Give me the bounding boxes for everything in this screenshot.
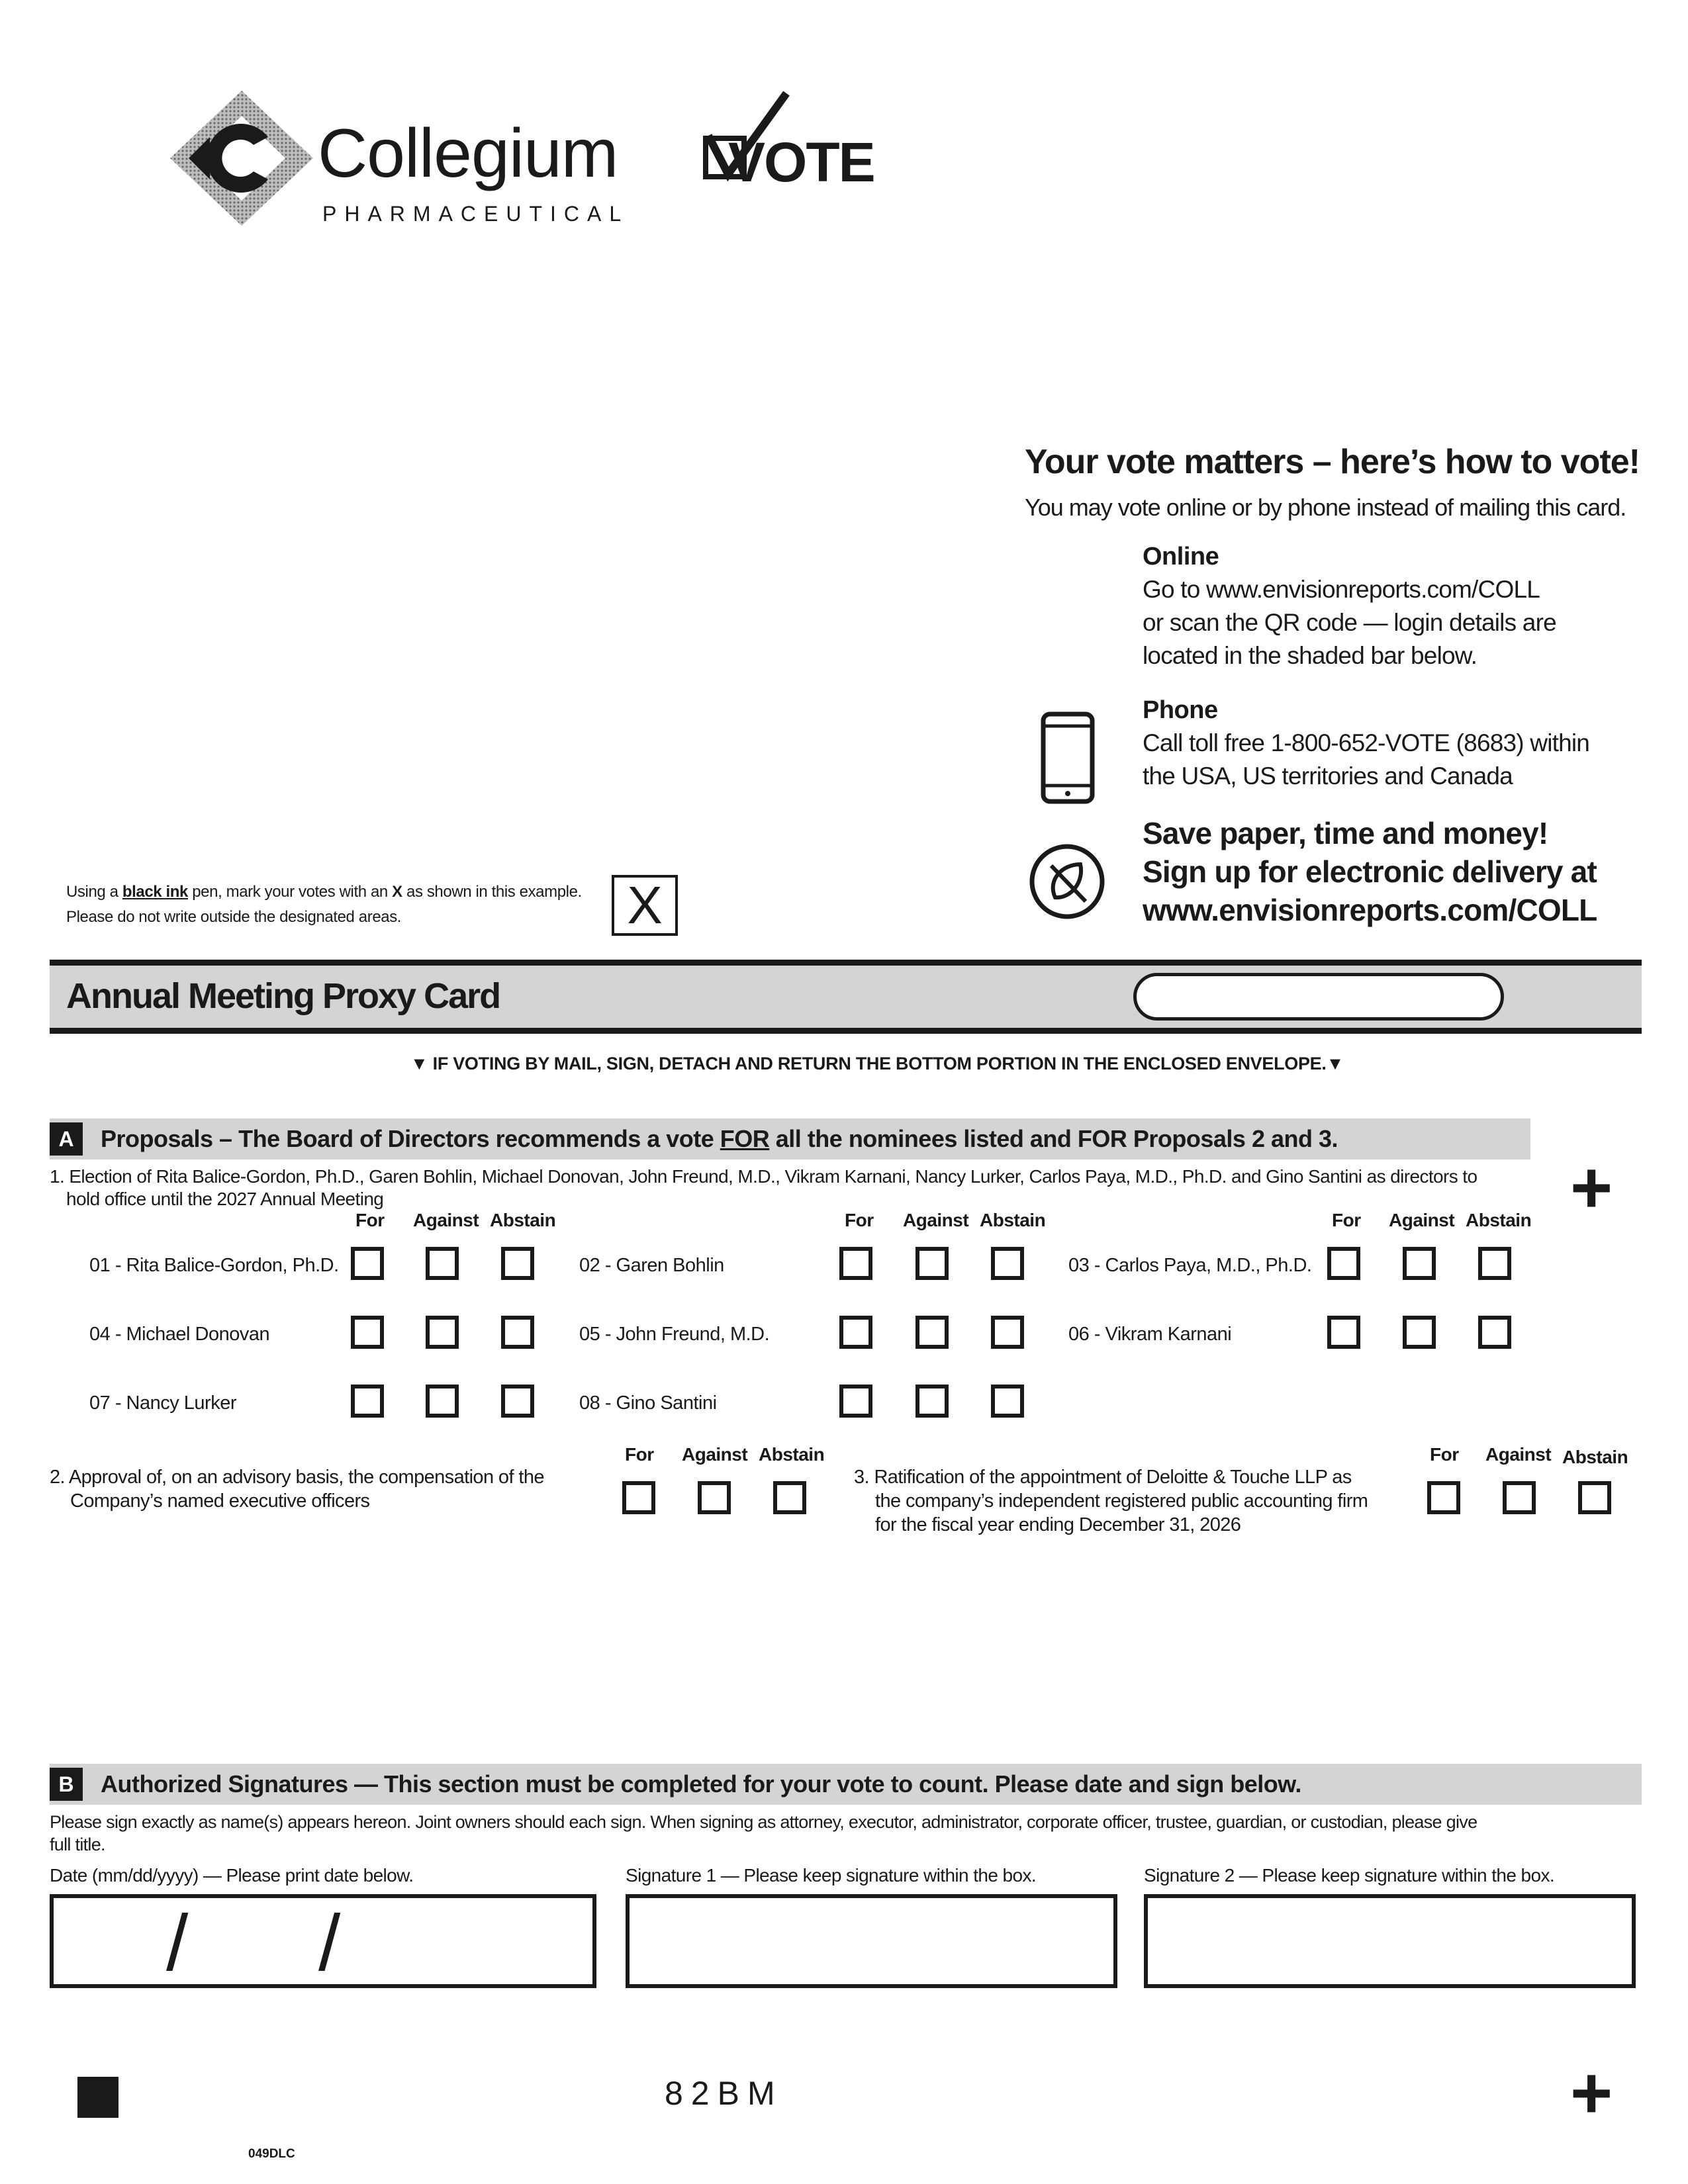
col-against-1: Against [413,1210,479,1230]
signature-1-field[interactable] [626,1894,1117,1988]
proposal-1-line-1: 1. Election of Rita Balice-Gordon, Ph.D., Garen Bohlin, Michael Donovan, John Freund, M.D., Vikram Karnani, Nancy Lurker, Carlos Paya, M.D., Ph.D. and Gino Santini as directors to [50,1166,1477,1187]
nominee-03: 03 - Carlos Paya, M.D., Ph.D. [1068,1255,1312,1276]
card-title: Annual Meeting Proxy Card [66,976,500,1016]
nominee-08-against-checkbox[interactable] [915,1385,949,1418]
leaf-icon [1027,842,1107,921]
date-slash-2: / [318,1899,341,1987]
nominee-08: 08 - Gino Santini [579,1392,717,1414]
date-label: Date (mm/dd/yyyy) — Please print date below. [50,1865,414,1886]
vote-info-heading: Your vote matters – here’s how to vote! [1025,443,1640,481]
nominee-05-against-checkbox[interactable] [915,1316,949,1349]
nominee-05-abstain-checkbox[interactable] [991,1316,1024,1349]
nominee-01-for-checkbox[interactable] [351,1247,384,1280]
p3-col-against: Against [1485,1444,1552,1465]
signature-1-label: Signature 1 — Please keep signature within the box. [626,1865,1037,1886]
date-slash-1: / [166,1899,189,1987]
small-form-code: 049DLC [248,2147,295,2161]
proposal-2-line-1: 2. Approval of, on an advisory basis, the compensation of the [50,1467,544,1488]
nominee-06: 06 - Vikram Karnani [1068,1324,1232,1345]
proposal-3-against-checkbox[interactable] [1503,1481,1536,1514]
instructions-line-2: Please do not write outside the designated areas. [66,908,402,926]
signature-2-field[interactable] [1144,1894,1636,1988]
collegium-diamond-icon [169,89,314,228]
save-line-2: Sign up for electronic delivery at [1143,854,1597,889]
vote-logo [702,89,874,195]
phone-line-1: Call toll free 1-800-652-VOTE (8683) within [1143,729,1590,756]
proposal-3-line-3: for the fiscal year ending December 31, 2026 [875,1514,1241,1535]
nominee-04: 04 - Michael Donovan [89,1324,270,1345]
nominee-04-for-checkbox[interactable] [351,1316,384,1349]
signature-2-label: Signature 2 — Please keep signature within the box. [1144,1865,1555,1886]
registration-square [77,2077,118,2118]
nominee-06-for-checkbox[interactable] [1327,1316,1360,1349]
p3-col-abstain: Abstain [1562,1447,1628,1467]
proposal-3-abstain-checkbox[interactable] [1578,1481,1611,1514]
online-line-2: or scan the QR code — login details are [1143,609,1556,636]
collegium-logo [169,89,632,228]
nominee-08-abstain-checkbox[interactable] [991,1385,1024,1418]
nominee-03-against-checkbox[interactable] [1403,1247,1436,1280]
nominee-02-abstain-checkbox[interactable] [991,1247,1024,1280]
instructions-line-1: Using a black ink pen, mark your votes with an X as shown in this example. [66,883,582,901]
proposal-1-line-2: hold office until the 2027 Annual Meeting [66,1189,384,1209]
nominee-01: 01 - Rita Balice-Gordon, Ph.D. [89,1255,339,1276]
section-b-title: Authorized Signatures — This section must be completed for your vote to count. Please date and sign below. [101,1770,1301,1797]
nominee-02-against-checkbox[interactable] [915,1247,949,1280]
proposal-2-for-checkbox[interactable] [622,1481,655,1514]
vote-info-intro: You may vote online or by phone instead of mailing this card. [1025,494,1626,521]
p3-col-for: For [1430,1444,1459,1465]
nominee-07-against-checkbox[interactable] [426,1385,459,1418]
nominee-05: 05 - John Freund, M.D. [579,1324,770,1345]
p2-col-for: For [625,1444,654,1465]
nominee-01-against-checkbox[interactable] [426,1247,459,1280]
section-a-letter: A [50,1122,83,1156]
nominee-07-for-checkbox[interactable] [351,1385,384,1418]
registration-mark-bottom: + [1570,2052,1613,2134]
nominee-07-abstain-checkbox[interactable] [501,1385,534,1418]
col-for-3: For [1332,1210,1361,1230]
col-for-2: For [845,1210,874,1230]
brand-subtitle: PHARMACEUTICAL [322,202,630,226]
proposal-3-line-1: 3. Ratification of the appointment of Deloitte & Touche LLP as [854,1467,1352,1488]
section-b-note-line-2: full title. [50,1835,105,1854]
nominee-02: 02 - Garen Bohlin [579,1255,724,1276]
nominee-06-abstain-checkbox[interactable] [1478,1316,1511,1349]
proposal-2-abstain-checkbox[interactable] [773,1481,806,1514]
online-title: Online [1143,543,1219,570]
nominee-02-for-checkbox[interactable] [839,1247,872,1280]
save-line-3: www.envisionreports.com/COLL [1143,893,1597,927]
nominee-01-abstain-checkbox[interactable] [501,1247,534,1280]
col-abstain-3: Abstain [1466,1210,1532,1230]
phone-line-2: the USA, US territories and Canada [1143,762,1513,790]
brand-name: Collegium [318,115,618,192]
col-against-2: Against [903,1210,969,1230]
form-code: 82BM [665,2075,783,2112]
phone-icon [1041,711,1095,804]
save-line-1: Save paper, time and money! [1143,816,1548,850]
section-b-note-line-1: Please sign exactly as name(s) appears hereon. Joint owners should each sign. When signing as attorney, executor, administrator, corporate officer, trustee, guardian, or custodian, please give [50,1812,1477,1832]
nominee-06-against-checkbox[interactable] [1403,1316,1436,1349]
phone-title: Phone [1143,696,1218,724]
example-mark-box: X [612,875,678,936]
nominee-04-abstain-checkbox[interactable] [501,1316,534,1349]
col-abstain-1: Abstain [490,1210,556,1230]
p2-col-against: Against [682,1444,748,1465]
proposal-2-against-checkbox[interactable] [698,1481,731,1514]
vote-logo-text: VOTE [728,131,874,193]
nominee-07: 07 - Nancy Lurker [89,1392,236,1414]
online-line-3: located in the shaded bar below. [1143,642,1477,669]
col-for-1: For [355,1210,385,1230]
registration-mark-top: + [1570,1147,1613,1228]
detach-note: ▼ IF VOTING BY MAIL, SIGN, DETACH AND RETURN THE BOTTOM PORTION IN THE ENCLOSED ENVELOPE.▼ [410,1054,1344,1073]
proposal-3-line-2: the company’s independent registered public accounting firm [875,1490,1368,1512]
col-abstain-2: Abstain [980,1210,1046,1230]
nominee-04-against-checkbox[interactable] [426,1316,459,1349]
p2-col-abstain: Abstain [759,1444,825,1465]
nominee-05-for-checkbox[interactable] [839,1316,872,1349]
date-field[interactable] [50,1894,596,1988]
section-a-title: Proposals – The Board of Directors recommends a vote FOR all the nominees listed and FOR Proposals 2 and 3. [101,1125,1338,1152]
nominee-08-for-checkbox[interactable] [839,1385,872,1418]
nominee-03-for-checkbox[interactable] [1327,1247,1360,1280]
nominee-03-abstain-checkbox[interactable] [1478,1247,1511,1280]
proposal-2-line-2: Company’s named executive officers [70,1490,370,1512]
proposal-3-for-checkbox[interactable] [1427,1481,1460,1514]
control-number-field [1133,973,1504,1021]
section-b-letter: B [50,1768,83,1801]
col-against-3: Against [1389,1210,1455,1230]
online-line-1: Go to www.envisionreports.com/COLL [1143,576,1540,603]
